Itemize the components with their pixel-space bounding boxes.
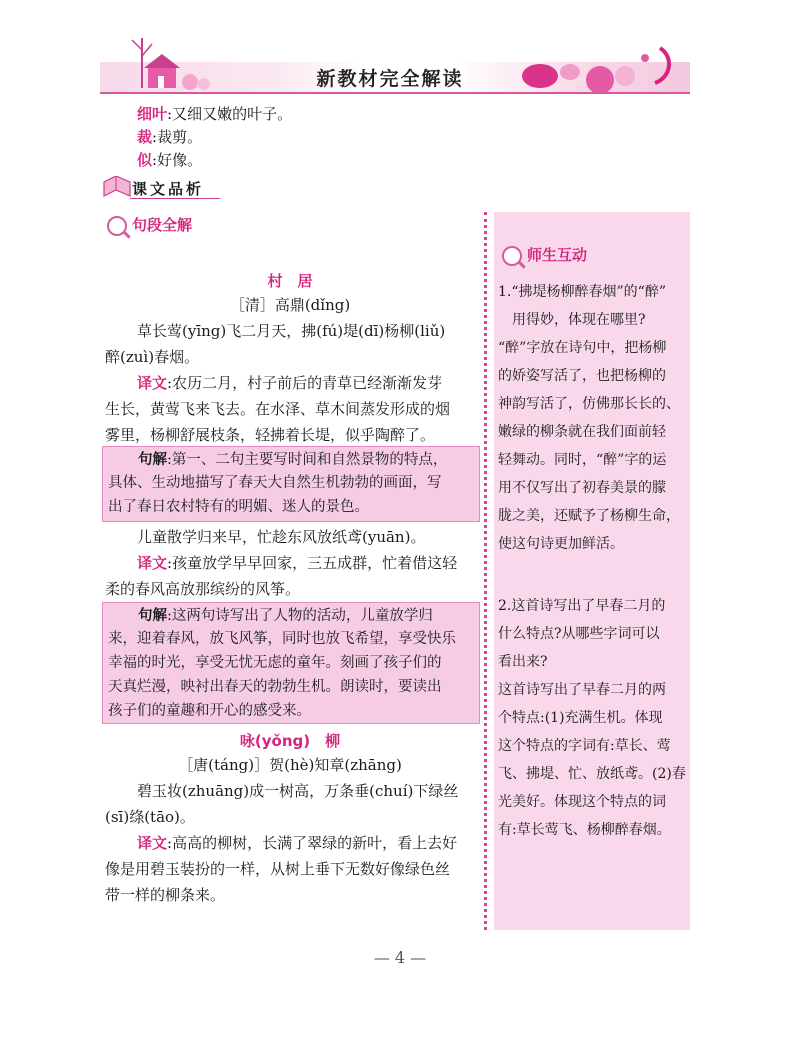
- answer-line: 用不仅写出了初春美景的朦: [498, 480, 666, 496]
- question-line: 用得妙，体现在哪里?: [512, 312, 646, 328]
- dotted-divider: [484, 212, 487, 930]
- translation-line: 译文:农历二月，村子前后的青草已经渐渐发芽: [137, 374, 443, 392]
- poem-title: 咏(yǒng) 柳: [239, 732, 341, 750]
- answer-line: 有:草长莺飞、杨柳醉春烟。: [498, 822, 671, 838]
- poem-line: 碧玉妆(zhuāng)成一树高，万条垂(chuí)下绿丝: [137, 782, 459, 800]
- poem-line: 醉(zuì)春烟。: [105, 348, 200, 366]
- magnifier-icon: [502, 246, 522, 266]
- poem-line: 草长莺(yīng)飞二月天，拂(fú)堤(dī)杨柳(liǔ): [137, 322, 446, 340]
- answer-line: 轻舞动。同时，“醉”字的运: [498, 452, 667, 468]
- answer-line: “醉”字放在诗句中，把杨柳: [498, 340, 667, 356]
- translation-line: 带一样的柳条来。: [105, 886, 226, 904]
- analysis-line: 来，迎着春风，放飞风筝，同时也放飞希望，享受快乐: [108, 631, 456, 647]
- translation-line: 译文:高高的柳树，长满了翠绿的新叶，看上去好: [137, 834, 458, 852]
- answer-line: 光美好。体现这个特点的词: [498, 794, 666, 810]
- magnifier-icon: [107, 216, 127, 236]
- section-underline: [130, 198, 220, 199]
- analysis-line: 出了春日农村特有的明媚、迷人的景色。: [108, 499, 369, 515]
- section-title-kewen: 课文品析: [132, 180, 205, 198]
- translation-line: 像是用碧玉装扮的一样，从树上垂下无数好像绿色丝: [105, 860, 451, 878]
- translation-line: 柔的春风高放那缤纷的风筝。: [105, 580, 301, 598]
- vocab-item: 细叶:又细又嫩的叶子。: [137, 105, 293, 123]
- section-title-juduan: 句段全解: [132, 216, 193, 234]
- book-icon: [102, 176, 132, 200]
- answer-line: 这个特点的字词有:草长、莺: [498, 738, 671, 754]
- translation-line: 生长，黄莺飞来飞去。在水泽、草木间蒸发形成的烟: [105, 400, 451, 418]
- answer-line: 神韵写活了，仿佛那长长的、: [498, 396, 680, 412]
- question-line: 什么特点?从哪些字词可以: [498, 626, 660, 642]
- poem-author: ［唐(táng)］贺(hè)知章(zhāng): [178, 756, 402, 774]
- answer-line: 这首诗写出了早春二月的两: [498, 682, 666, 698]
- answer-line: 飞、拂堤、忙、放纸鸢。(2)春: [498, 766, 686, 782]
- translation-line: 雾里，杨柳舒展枝条，轻拂着长堤，似乎陶醉了。: [105, 426, 436, 444]
- page-number: — 4 —: [373, 948, 427, 967]
- question-line: 看出来?: [498, 654, 548, 670]
- translation-line: 译文:孩童放学早早回家，三五成群，忙着借这轻: [137, 554, 458, 572]
- question-line: 1.“拂堤杨柳醉春烟”的“醉”: [498, 284, 666, 300]
- poem-line: 儿童散学归来早，忙趁东风放纸鸢(yuān)。: [137, 528, 426, 546]
- answer-line: 的娇姿写活了，也把杨柳的: [498, 368, 666, 384]
- header-title: 新教材完全解读: [316, 68, 464, 90]
- analysis-line: 天真烂漫，映衬出春天的勃勃生机。朗读时，要读出: [108, 679, 442, 695]
- analysis-line: 幸福的时光，享受无忧无虑的童年。刻画了孩子们的: [108, 655, 442, 671]
- sidebar-title: 师生互动: [527, 246, 588, 264]
- analysis-line: 孩子们的童趣和开心的感受来。: [108, 703, 311, 719]
- house-illustration: [132, 38, 210, 90]
- question-line: 2.这首诗写出了早春二月的: [498, 598, 666, 614]
- poem-title: 村 居: [267, 272, 313, 290]
- answer-line: 使这句诗更加鲜活。: [498, 536, 624, 552]
- analysis-line: 具体、生动地描写了春天大自然生机勃勃的画面，写: [108, 475, 442, 491]
- poem-line: (sī)绦(tāo)。: [105, 808, 195, 826]
- analysis-line: 句解:这两句诗写出了人物的活动，儿童放学归: [138, 607, 433, 624]
- answer-line: 嫩绿的柳条就在我们面前轻: [498, 424, 666, 440]
- answer-line: 个特点:(1)充满生机。体现: [498, 710, 663, 726]
- vocab-item: 裁:裁剪。: [137, 128, 203, 146]
- flower-illustration: [522, 48, 669, 94]
- analysis-line: 句解:第一、二句主要写时间和自然景物的特点，: [138, 451, 448, 468]
- poem-author: ［清］高鼎(dǐng): [229, 296, 351, 314]
- header-rule: [100, 92, 690, 94]
- vocab-item: 似:好像。: [137, 151, 203, 169]
- answer-line: 胧之美，还赋予了杨柳生命，: [498, 508, 680, 524]
